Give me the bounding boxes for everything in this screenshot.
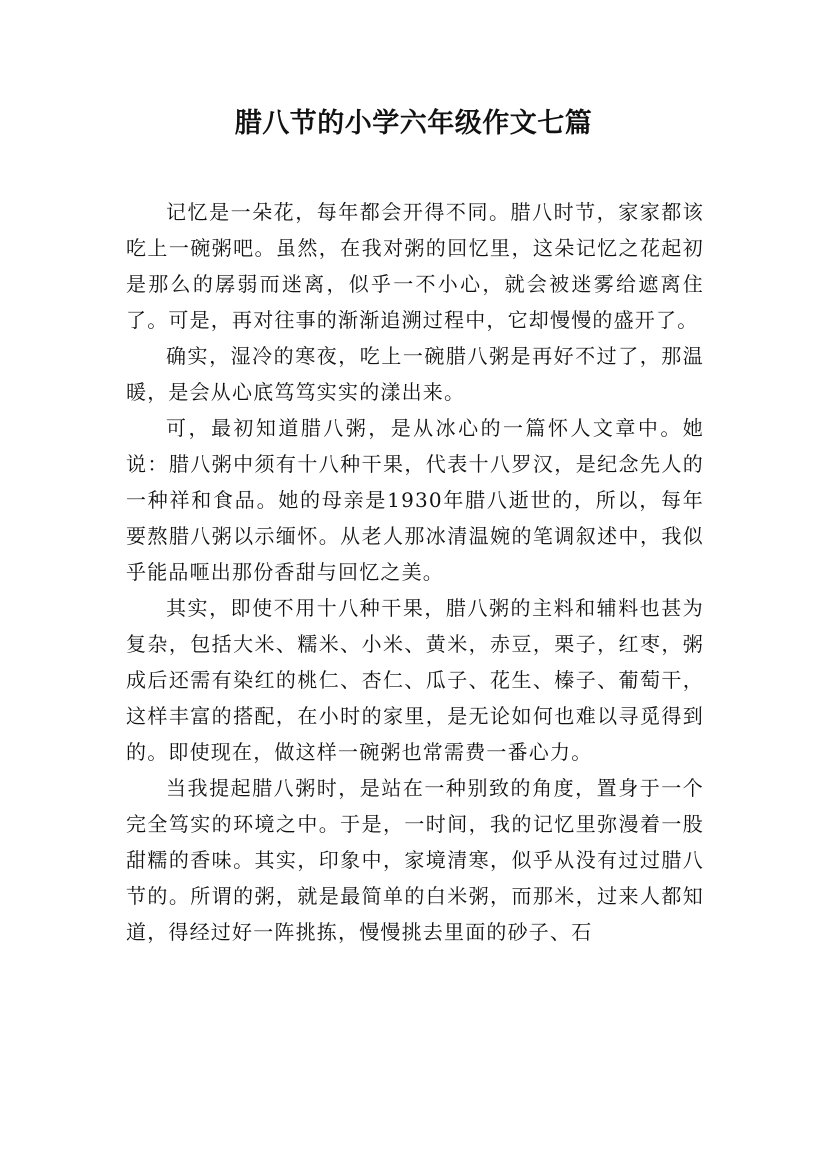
paragraph-4: 其实，即使不用十八种干果，腊八粥的主料和辅料也甚为复杂，包括大米、糯米、小米、黄米，赤豆，栗子，红枣，粥成后还需有染红的桃仁、杏仁、瓜子、花生、榛子、葡萄干，这样丰富的搭配，在小时的家里，是无论如何也难以寻觅得到的。即使现在，做这样一碗粥也常需费一番心力。 xyxy=(126,596,704,764)
paragraph-3: 可，最初知道腊八粥，是从冰心的一篇怀人文章中。她说：腊八粥中须有十八种干果，代表十八罗汉，是纪念先人的一种祥和食品。她的母亲是1930年腊八逝世的，所以，每年要熬腊八粥以示缅怀。从老人那冰清温婉的笔调叙述中，我似乎能品咂出那份香甜与回忆之美。 xyxy=(126,416,704,584)
paragraph-1: 记忆是一朵花，每年都会开得不同。腊八时节，家家都该吃上一碗粥吧。虽然，在我对粥的回忆里，这朵记忆之花起初是那么的孱弱而迷离，似乎一不小心，就会被迷雾给遮离住了。可是，再对往事的渐渐追溯过程中，它却慢慢的盛开了。 xyxy=(126,200,704,332)
paragraph-2: 确实，湿冷的寒夜，吃上一碗腊八粥是再好不过了，那温暖，是会从心底笃笃实实的漾出来。 xyxy=(126,344,704,404)
document-title: 腊八节的小学六年级作文七篇 xyxy=(234,108,593,139)
paragraph-5: 当我提起腊八粥时，是站在一种别致的角度，置身于一个完全笃实的环境之中。于是，一时间，我的记忆里弥漫着一股甜糯的香味。其实，印象中，家境清寒，似乎从没有过过腊八节的。所谓的粥，就是最简单的白米粥，而那米，过来人都知道，得经过好一阵挑拣，慢慢挑去里面的砂子、石 xyxy=(126,776,704,944)
document-body xyxy=(126,194,704,950)
